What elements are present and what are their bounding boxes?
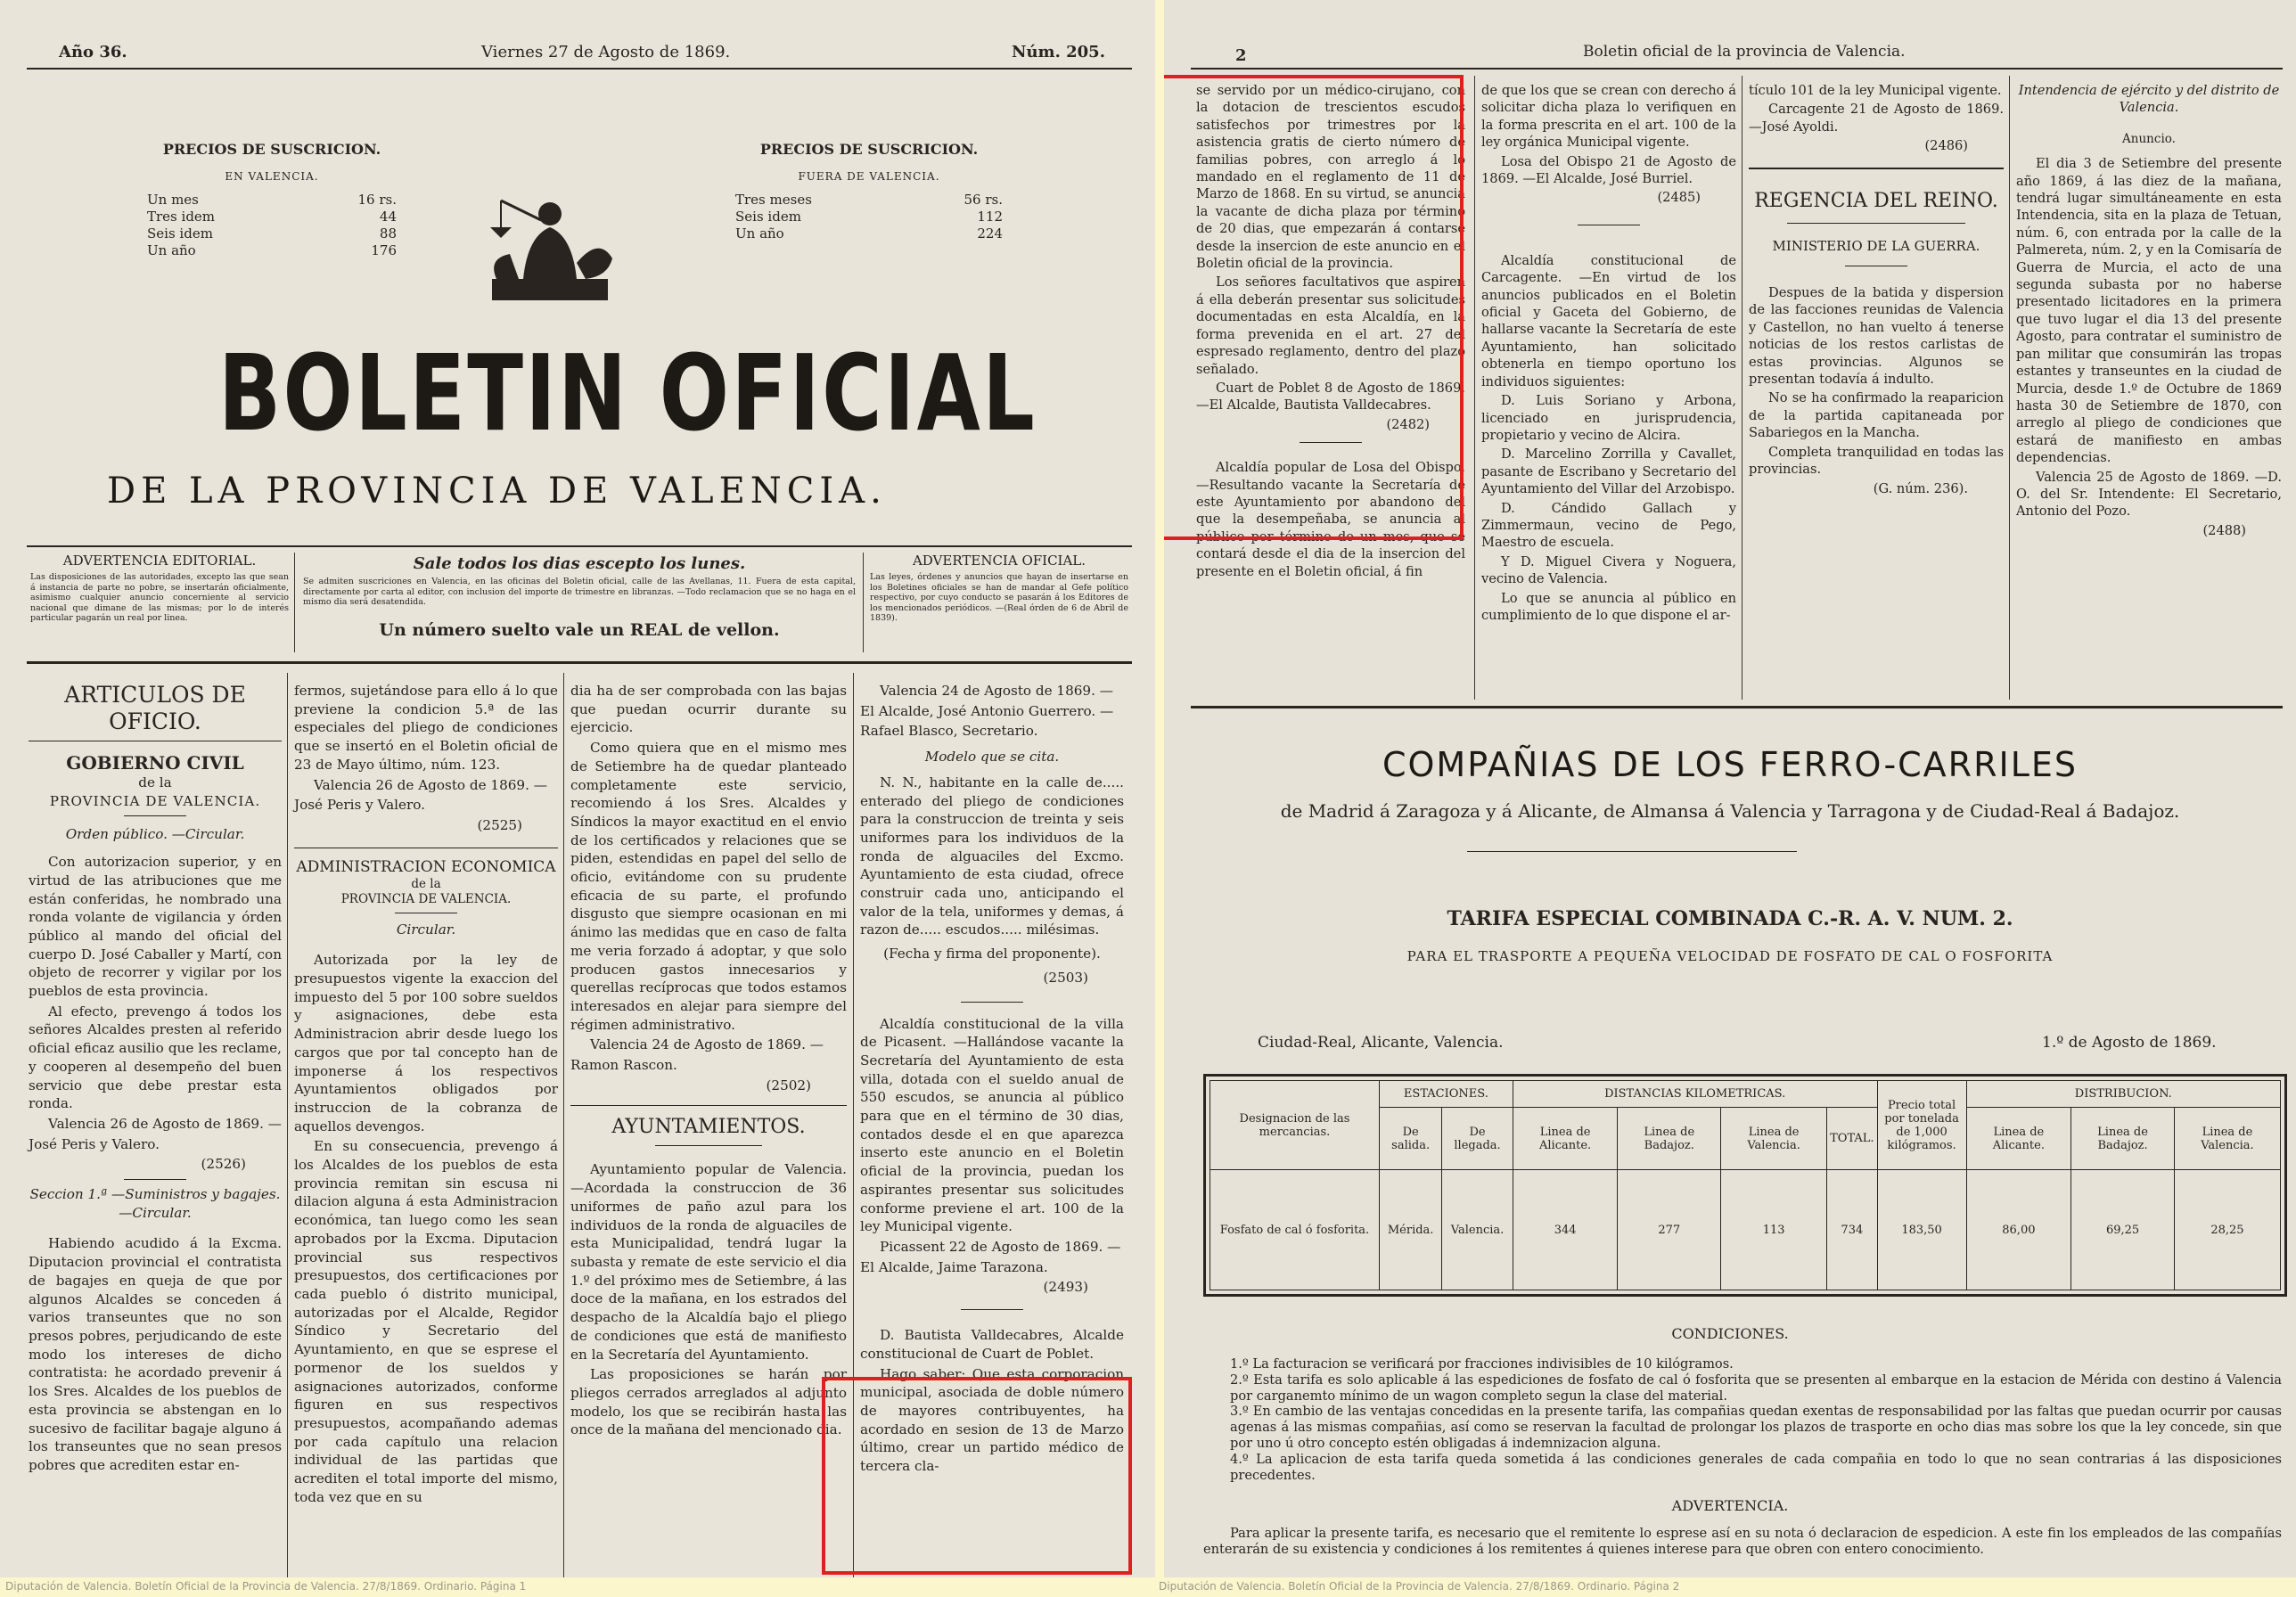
paragraph: Los señores facultativos que aspiren á ella deberán presentar sus solicitudes documentadas en esta Alcaldía, en la forma prevenida en el art. 27 del espresado reglamento, dentro del plazo señalado. — [1196, 274, 1465, 377]
advertencia-title: ADVERTENCIA. — [1671, 1497, 1789, 1514]
price-value: 56 rs. — [964, 192, 1003, 208]
paragraph: El dia 3 de Setiembre del presente año 1869, á las diez de la mañana, tendrá lugar simultáneamente en esta Intendencia, sita en la plaza de Tetuan, núm. 6, con entrada por la calle de la Palmereta, núm. 2, y en la Comisaría de Guerra de Murcia, el acto de una segunda subasta por no haberse presentado licitadores en la primera que tuvo lugar el dia 13 del presente Agosto, para contratar el suministro de pan militar que consumirán las tropas estantes y transeuntes en la ciudad de Murcia, desde 1.º de Octubre de 1869 hasta 30 de Setiembre de 1870, con arreglo al pliego de condiciones que estará de manifiesto en ambas dependencias. — [2016, 156, 2282, 466]
header-dist-valencia: Linea de Valencia. — [2174, 1108, 2280, 1170]
outside-valencia-label: FUERA DE VALENCIA. — [798, 170, 940, 183]
cell-badajoz: 277 — [1618, 1170, 1721, 1290]
gobierno-de: de la — [138, 774, 172, 790]
list-item: D. Marcelino Zorrilla y Cavallet, pasante de Escribano y Secretario del Ayuntamiento del Villar del Arzobispo. — [1481, 446, 1736, 497]
footer-left: Diputación de Valencia. Boletín Oficial de la Provincia de Valencia. 27/8/1869. Ordinario. Página 1 — [5, 1580, 527, 1593]
newspaper-page-2 — [1164, 0, 2296, 1577]
issue-date: Viernes 27 de Agosto de 1869. — [481, 43, 731, 61]
right-column-4 — [2016, 82, 2282, 539]
admin-de: de la — [411, 876, 441, 891]
paragraph: Habiendo acudido á la Excma. Diputacion provincial el contratista de bagajes en queja de que por algunos Alcaldes se conceden á varios transeuntes que no son presos pobres, perjudicando de este modo los intereses de dicho contratista: he acordado prevenir á los Sres. Alcaldes de los pueblos de esta provincia se abstengan en lo sucesivo de facilitar bagaje alguno á los transeuntes que no sean presos pobres que acrediten estar en- — [29, 1235, 282, 1473]
newspaper-page-1 — [0, 0, 1155, 1577]
condicion-item: 1.º La facturacion se verificará por fracciones indivisibles de 10 kilógramos. — [1230, 1356, 1734, 1372]
cell-mercancia: Fosfato de cal ó fosforita. — [1210, 1170, 1380, 1290]
price-label: Un mes — [147, 192, 199, 208]
header-total: TOTAL. — [1827, 1108, 1877, 1170]
price-row — [147, 225, 397, 242]
condicion-item: 2.º Esta tarifa es solo aplicable á las espediciones de fosfato de cal ó fosforita que se presenten al embarque en la estacion de Mérida con destino á Valencia por carganemto mínimo de un wagon completo segun la clase del material. — [1230, 1372, 2282, 1404]
paragraph: Con autorizacion superior, y en virtud de las atribuciones que me están conferidas, he nombrado una ronda volante de vigilancia y órden público al mando del oficial del cuerpo D. José Caballer y Martí, con objeto de recorrer y vigilar por los pueblos de esta provincia. — [29, 854, 282, 1000]
prices-right — [735, 141, 1003, 242]
prices-title-left: PRECIOS DE SUSCRICION. — [162, 141, 381, 158]
paragraph: Lo que se anuncia al público en cumplimiento de lo que dispone el ar- — [1481, 590, 1736, 623]
paragraph: Como quiera que en el mismo mes de Setiembre ha de quedar planteado completamente este servicio, recomiendo á los Sres. Alcaldes y Síndicos la mayor exactitud en el envio de los certificados y relaciones que se piden, estendidas en papel del sello de oficio, evitándome con su prudente eficacia de su parte, el profundo disgusto que siempre ocasionan en mi ánimo las medidas que en caso de falta me veria forzado á adoptar, y que solo producen gastos innecesarios y querellas recíprocas que todos estamos interesados en alejar para siempre del régimen administrativo. — [570, 740, 847, 1033]
signature: El Alcalde, Jaime Tarazona. — [860, 1258, 1048, 1275]
adv-editorial — [30, 553, 289, 624]
date-line: Losa del Obispo 21 de Agosto de 1869. —El Alcalde, José Burriel. — [1481, 153, 1736, 187]
paragraph: Las proposiciones se harán por pliegos cerrados arreglados al adjunto modelo, los que se recibirán hasta las once de la mañana del mencionado dia. — [570, 1366, 847, 1438]
price-value: 176 — [371, 242, 397, 258]
header-designacion: Designacion de las mercancias. — [1210, 1081, 1380, 1170]
paragraph: D. Bautista Valldecabres, Alcalde constitucional de Cuart de Poblet. — [860, 1327, 1124, 1362]
advertencia-text: Para aplicar la presente tarifa, es necesario que el remitente lo esprese así en su nota ó declaracion de espedicion. A este fin los empleados de las compañías enterarán de su existencia y condiciones á los remitentes á quienes interese para que obren con entero conocimiento. — [1203, 1526, 2282, 1557]
highlight-box — [1164, 75, 1464, 540]
rule — [1467, 851, 1797, 852]
modelo-label: Modelo que se cita. — [924, 749, 1060, 766]
cell-llegada: Valencia. — [1442, 1170, 1513, 1290]
tarifa-subtitle: PARA EL TRASPORTE A PEQUEÑA VELOCIDAD DE FOSFATO DE CAL O FOSFORITA — [1406, 948, 2054, 964]
price-row — [735, 192, 1003, 209]
rail-section-rule — [1191, 706, 2283, 708]
adv-editorial-text: Las disposiciones de las autoridades, excepto las que sean á instancia de parte no pobre, se insertarán oficialmente, asimismo cualquier anuncio concerniente al servicio nacional que dimane de las mismas; por lo de interés particular pagarán un real por linea. — [30, 572, 289, 624]
cell-salida: Mérida. — [1380, 1170, 1442, 1290]
list-item: D. Luis Soriano y Arbona, licenciado en jurisprudencia, propietario y vecino de Alcira. — [1481, 393, 1736, 443]
top-rule — [27, 68, 1132, 70]
right-column-2 — [1481, 82, 1736, 626]
tarifa-date: 1.º de Agosto de 1869. — [2042, 1034, 2217, 1052]
price-label: Tres idem — [147, 209, 216, 225]
signature: El Alcalde, José Antonio Guerrero. — — [860, 702, 1114, 719]
prices-left — [147, 141, 397, 259]
tarifa-place: Ciudad-Real, Alicante, Valencia. — [1258, 1034, 1504, 1052]
date-line: Valencia 26 de Agosto de 1869. — — [314, 776, 547, 793]
paragraph: N. N., habitante en la calle de..... enterado del pliego de condiciones para la construccion de treinta y seis uniformes para los individuos de la ronda de alguaciles del Excmo. Ayuntamiento de esta ciudad, ofrece construir cada uno, anticipando el valor de la tela, uniformes y demas, á razon de..... escudos..... milésimas. — [860, 774, 1124, 938]
header-linea-badajoz: Linea de Badajoz. — [1618, 1108, 1721, 1170]
seccion-heading: Seccion 1.ª —Suministros y bagajes. —Circular. — [29, 1186, 281, 1221]
ministerio-title: MINISTERIO DE LA GUERRA. — [1772, 237, 1980, 254]
adv-center — [303, 554, 856, 640]
paragraph: Alcaldía constitucional de la villa de Picasent. —Hallándose vacante la Secretaría del Ayuntamiento de esta villa, dotada con el sueldo anual de 550 escudos, se anuncia al público para que en el término de 30 dias, contados desde el en que aparezca inserto este anuncio en el Boletin oficial de la provincia, puedan los aspirantes presentar sus solicitudes conforme previene el art. 100 de la ley Municipal vigente. — [860, 1015, 1124, 1235]
tarifa-title: TARIFA ESPECIAL COMBINADA C.-R. A. V. NUM. 2. — [1447, 907, 2013, 930]
column-rule — [563, 673, 564, 1577]
paragraph: de que los que se crean con derecho á solicitar dicha plaza lo verifiquen en la forma prescrita en el art. 100 de la ley orgánica Municipal vigente. — [1481, 83, 1736, 151]
notice-number: (2525) — [477, 816, 522, 833]
signature: José Peris y Valero. — [294, 797, 425, 814]
notice-number: (2493) — [1043, 1279, 1088, 1296]
date-line: Cuart de Poblet 8 de Agosto de 1869. —El Alcalde, Bautista Valldecabres. — [1196, 380, 1465, 414]
tarifa-table — [1210, 1080, 2281, 1290]
price-row — [735, 209, 1003, 225]
condicion-item: 4.º La aplicacion de esta tarifa queda sometida á las condiciones generales de cada compañia en todo lo que no sean contrarias á las disposiciones precedentes. — [1230, 1451, 2282, 1483]
list-item: Y D. Miguel Civera y Noguera, vecino de Valencia. — [1481, 553, 1736, 587]
intendencia-title: Intendencia de ejército y del distrito de Valencia. — [2018, 83, 2280, 116]
paragraph: Despues de la batida y dispersion de las facciones reunidas de Valencia y Castellon, no han vuelto á tenerse noticias de los restos carlistas de estas provincias. Algunos se presentan todavía á indulto. — [1749, 285, 2004, 388]
notice-number: (2488) — [2202, 522, 2246, 538]
page-header: Boletin oficial de la provincia de Valencia. — [1583, 43, 1906, 61]
paragraph: Autorizada por la ley de presupuestos vigente la exaccion del impuesto del 5 por 100 sobre sueldos y asignaciones, debe esta Administracion abrir desde luego los cargos que por tal concepto han de imponerse á los respectivos Ayuntamientos obligados por instruccion de la cobranza de aquellos devengos. — [294, 952, 558, 1134]
price-row — [147, 209, 397, 225]
price-label: Un año — [735, 225, 784, 242]
price-value: 112 — [977, 209, 1003, 225]
column-rule — [1474, 76, 1475, 700]
paragraph: Alcaldía constitucional de Carcagente. —En virtud de los anuncios publicados en el Boletin oficial y Gaceta del Gobierno, de hallarse vacante la Secretaría de este Ayuntamiento, han solicitado obtenerla en tiempo oportuno los individuos siguientes: — [1481, 252, 1736, 389]
in-valencia-label: EN VALENCIA. — [225, 170, 319, 183]
sale-todos-line: Sale todos los dias escepto los lunes. — [413, 554, 746, 573]
section-title: ARTICULOS DE OFICIO. — [64, 682, 246, 734]
notice-number: (2482) — [1386, 416, 1430, 432]
column-3 — [570, 682, 847, 1441]
cell-alicante: 344 — [1513, 1170, 1618, 1290]
tarifa-table-frame — [1203, 1074, 2287, 1297]
price-label: Tres meses — [735, 192, 812, 208]
masthead-subtitle: DE LA PROVINCIA DE VALENCIA. — [107, 471, 887, 512]
price-label: Seis idem — [147, 225, 213, 242]
orden-publico: Orden público. —Circular. — [65, 826, 245, 843]
cell-dist-valencia: 28,25 — [2174, 1170, 2280, 1290]
rail-title: COMPAÑIAS DE LOS FERRO-CARRILES — [1382, 745, 2078, 784]
header-salida: De salida. — [1380, 1108, 1442, 1170]
allegory-emblem-icon — [474, 174, 626, 307]
ayuntamientos-title: AYUNTAMIENTOS. — [611, 1116, 806, 1139]
cell-precio: 183,50 — [1877, 1170, 1966, 1290]
notice-number: (2502) — [766, 1077, 811, 1093]
condiciones-title: CONDICIONES. — [1671, 1325, 1789, 1342]
date-line: Carcagente 21 de Agosto de 1869. —José Ayoldi. — [1749, 102, 2004, 135]
right-column-3 — [1749, 82, 2004, 497]
circular-label: Circular. — [396, 921, 456, 938]
cell-valencia: 113 — [1721, 1170, 1827, 1290]
date-line: Valencia 25 de Agosto de 1869. —D. O. del Sr. Intendente: El Secretario, Antonio del Pozo. — [2016, 469, 2282, 520]
column-rule — [2009, 76, 2010, 700]
signature: José Peris y Valero. — [29, 1135, 160, 1152]
column-2 — [294, 682, 558, 1508]
header-dist-alicante: Linea de Alicante. — [1966, 1108, 2071, 1170]
issue-number: Núm. 205. — [1012, 43, 1105, 61]
date-line: Valencia 24 de Agosto de 1869. — — [590, 1036, 824, 1053]
gobierno-provincia: PROVINCIA DE VALENCIA. — [49, 792, 261, 809]
masthead-title: BOLETIN OFICIAL — [218, 332, 1037, 455]
paragraph: No se ha confirmado la reaparicion de la partida capitaneada por Sabariegos en la Mancha. — [1749, 390, 2004, 441]
price-row — [147, 242, 397, 259]
price-row — [147, 192, 397, 209]
adv-oficial-text: Las leyes, órdenes y anuncios que hayan de insertarse en los Boletines oficiales se han de mandar al Gefe político respectivo, por cuyo conducto se pasarán á los Editores de los mencionados periódicos. —(Real órden de 6 de Abril de 1839). — [870, 572, 1128, 624]
notice-number: (2503) — [1043, 969, 1088, 986]
price-label: Seis idem — [735, 209, 801, 225]
adv-editorial-title: ADVERTENCIA EDITORIAL. — [62, 553, 257, 569]
header-linea-alicante: Linea de Alicante. — [1513, 1108, 1618, 1170]
price-value: 88 — [379, 225, 397, 242]
price-value: 16 rs. — [357, 192, 397, 208]
header-distribucion: DISTRIBUCION. — [1966, 1081, 2280, 1108]
column-rule — [287, 673, 288, 1577]
condiciones-list — [1203, 1356, 2282, 1483]
price-value: 224 — [977, 225, 1003, 242]
rule — [863, 553, 864, 652]
signature: Ramon Rascon. — [570, 1057, 677, 1074]
fecha-firma: (Fecha y firma del proponente). — [883, 946, 1101, 962]
notice-number: (2526) — [201, 1156, 246, 1173]
date-line: Picassent 22 de Agosto de 1869. — — [880, 1238, 1121, 1255]
paragraph: Ayuntamiento popular de Valencia. —Acordada la construccion de 36 uniformes de paño azul para los individuos de la ronda de alguaciles de esta Municipalidad, tendrá lugar la subasta y remate de este servicio el dia 1.º del próximo mes de Setiembre, á las doce de la mañana, en los estrados del despacho de la Alcaldía bajo el pliego de condiciones que está de manifiesto en la Secretaría del Ayuntamiento. — [570, 1161, 847, 1363]
footer-right: Diputación de Valencia. Boletín Oficial de la Provincia de Valencia. 27/8/1869. Ordinario. Página 2 — [1159, 1580, 1680, 1593]
paragraph: dia ha de ser comprobada con las bajas que puedan ocurrir durante su ejercicio. — [570, 683, 847, 736]
suscricion-text: Se admiten suscriciones en Valencia, en las oficinas del Boletin oficial, calle de las Avellanas, 11. Fuera de esta capital, directamente por carta al editor, con inclusion del importe de trimestre en libranzas. —Todo reclamacion que se no haga en el mismo dia será desatendida. — [303, 577, 856, 608]
rule — [294, 553, 295, 652]
adv-oficial-title: ADVERTENCIA OFICIAL. — [912, 553, 1086, 569]
issue-year: Año 36. — [59, 43, 127, 61]
top-rule — [1191, 68, 2283, 70]
adv-oficial — [870, 553, 1128, 624]
header-dist-badajoz: Linea de Badajoz. — [2071, 1108, 2175, 1170]
paragraph: En su consecuencia, prevengo á los Alcaldes de los pueblos de esta provincia remitan sin escusa ni dilacion alguna á esta Administracion económica, tan luego como les sean aprobados por la Excma. Diputacion provincial sus respectivos presupuestos, dos certificaciones por cada pueblo ó distrito municipal, autorizadas por el Alcalde, Regidor Síndico y Secretario del Ayuntamiento, en que se esprese el pormenor de los sueldos y asignaciones autorizados, conforme figuren en sus respectivos presupuestos, acompañando ademas por cada capítulo una relacion individual de las partidas que acrediten el total importe del mismo, toda vez que en su — [294, 1138, 558, 1505]
paragraph: Alcaldía popular de Losa del Obispo. —Resultando vacante la Secretaría de este Ayuntamiento por abandono del que la desempeñaba, se anuncia al público por término de un mes, que se contará desde el dia de la insercion del presente en el Boletin oficial, á fin — [1196, 460, 1465, 579]
cell-dist-alicante: 86,00 — [1966, 1170, 2071, 1290]
prices-title-right: PRECIOS DE SUSCRICION. — [759, 141, 979, 158]
paragraph: fermos, sujetándose para ello á lo que previene la condicion 5.ª de las especiales del pliego de condiciones que se insertó en el Boletin oficial de 23 de Mayo último, núm. 123. — [294, 683, 558, 773]
numero-suelto-line: Un número suelto vale un REAL de vellon. — [379, 619, 780, 640]
header-estaciones: ESTACIONES. — [1380, 1081, 1513, 1108]
anuncio-label: Anuncio. — [2122, 131, 2176, 146]
admin-provincia: PROVINCIA DE VALENCIA. — [340, 891, 512, 906]
admin-title: ADMINISTRACION ECONOMICA — [296, 857, 556, 876]
table-row — [1210, 1170, 2281, 1290]
body-top-rule — [27, 661, 1132, 664]
header-distancias: DISTANCIAS KILOMETRICAS. — [1513, 1081, 1877, 1108]
paragraph: tículo 101 de la ley Municipal vigente. — [1749, 83, 2002, 98]
cell-total: 734 — [1827, 1170, 1877, 1290]
header-precio: Precio total por tonelada de 1,000 kilógramos. — [1877, 1081, 1966, 1170]
rail-subtitle: de Madrid á Zaragoza y á Alicante, de Almansa á Valencia y Tarragona y de Ciudad-Real á Badajoz. — [1280, 800, 2180, 822]
paragraph: Al efecto, prevengo á todos los señores Alcaldes presten al referido oficial eficaz ausilio que les reclame, y cooperen al desempeño del buen servicio que debe prestar esta ronda. — [29, 1003, 282, 1112]
regencia-title: REGENCIA DEL REINO. — [1754, 189, 1998, 212]
notice-number: (G. núm. 236). — [1873, 480, 1968, 496]
paragraph: Completa tranquilidad en todas las provincias. — [1749, 444, 2004, 478]
notice-number: (2486) — [1924, 138, 1968, 154]
cell-dist-badajoz: 69,25 — [2071, 1170, 2175, 1290]
paragraph: Hago saber: Que esta corporacion municipal, asociada de doble número de mayores contribuyentes, ha acordado en sesion de 13 de Marzo último, crear un partido médico de tercera cla- — [860, 1365, 1124, 1475]
date-line: Valencia 24 de Agosto de 1869. — — [880, 683, 1113, 699]
paragraph: se servido por un médico-cirujano, con la dotacion de trescientos escudos satisfechos por trimestres por la asistencia gratis de cierto número de familias pobres, con arreglo á lo mandado en el reglamento de 11 de Marzo de 1868. En su virtud, se anuncia la vacante de dicha plaza por término de 20 dias, que empezarán á contarse desde la insercion de este anuncio en el Boletin oficial de la provincia. — [1196, 83, 1465, 272]
price-value: 44 — [379, 209, 397, 225]
condicion-item: 3.º En cambio de las ventajas concedidas en la presente tarifa, las compañias quedan exentas de responsabilidad por las faltas que puedan ocurrir por causas agenas á las mismas compañias, así como se reservan la facultad de prolongar los plazos de trasporte en ocho dias mas sobre los que la ley concede, sin que por uno ú otro concepto estén obligadas á indemnizacion alguna. — [1230, 1404, 2282, 1451]
masthead-rule — [27, 545, 1132, 547]
notice-number: (2485) — [1657, 190, 1701, 206]
date-line: Valencia 26 de Agosto de 1869. — — [48, 1115, 282, 1132]
price-label: Un año — [147, 242, 196, 258]
list-item: D. Cándido Gallach y Zimmermaun, vecino de Pego, Maestro de escuela. — [1481, 500, 1736, 551]
highlight-box — [822, 1377, 1132, 1575]
signature: Rafael Blasco, Secretario. — [860, 723, 1038, 740]
page-gutter — [1155, 0, 1164, 1577]
column-1 — [29, 682, 282, 1477]
page-number: 2 — [1235, 46, 1247, 65]
header-llegada: De llegada. — [1442, 1108, 1513, 1170]
price-row — [735, 225, 1003, 242]
column-4 — [860, 682, 1124, 1478]
gobierno-title: GOBIERNO CIVIL — [66, 752, 244, 774]
header-linea-valencia: Linea de Valencia. — [1721, 1108, 1827, 1170]
